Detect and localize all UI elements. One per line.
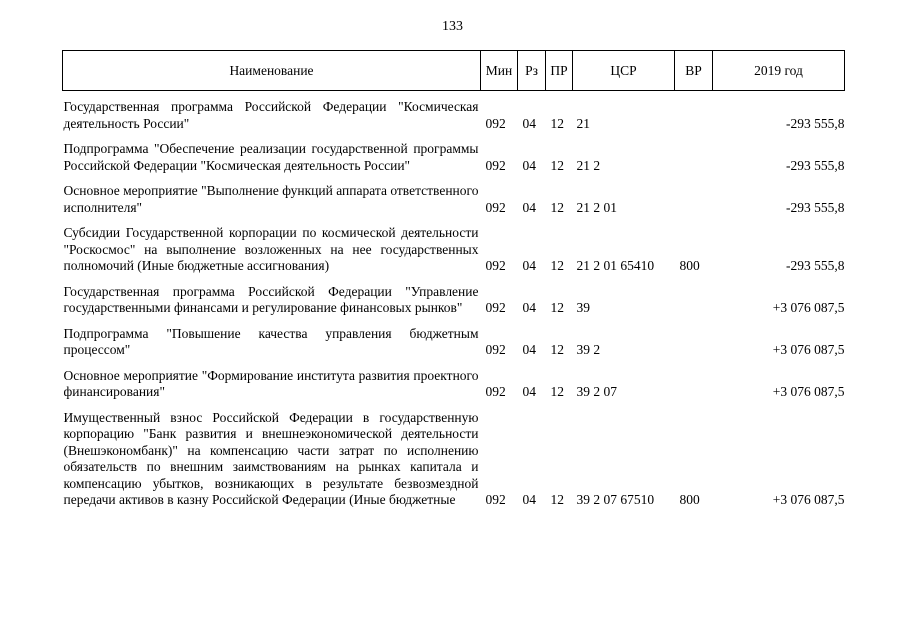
row-amount: -293 555,8 xyxy=(786,258,845,273)
row-min: 092 xyxy=(485,492,506,507)
row-rz: 04 xyxy=(522,492,536,507)
budget-table xyxy=(62,50,845,509)
row-min: 092 xyxy=(485,384,506,399)
table-header xyxy=(63,51,845,91)
row-pr: 12 xyxy=(550,157,564,173)
row-rz: 04 xyxy=(522,258,536,273)
row-vr xyxy=(675,178,713,220)
row-rz: 04 xyxy=(522,199,536,215)
table-row xyxy=(63,220,845,279)
row-min: 092 xyxy=(485,199,506,215)
row-vr xyxy=(675,321,713,363)
header-year: 2019 год xyxy=(713,51,845,91)
row-vr xyxy=(675,363,713,405)
row-csr: 39 2 07 xyxy=(576,384,617,399)
row-vr xyxy=(675,279,713,321)
row-vr xyxy=(675,91,713,137)
row-name: Подпрограмма "Обеспечение реализации государственной программы Российской Федерации "Космическая деятельность России" xyxy=(63,141,479,173)
header-csr: ЦСР xyxy=(573,51,675,91)
row-name: Государственная программа Российской Федерации "Космическая деятельность России" xyxy=(63,99,479,131)
row-pr: 12 xyxy=(550,199,564,215)
row-min: 092 xyxy=(485,157,506,173)
row-name: Подпрограмма "Повышение качества управления бюджетным процессом" xyxy=(63,325,479,357)
table-row xyxy=(63,279,845,321)
row-vr: 800 xyxy=(679,492,700,507)
row-rz: 04 xyxy=(522,384,536,399)
row-csr: 21 2 01 xyxy=(576,199,617,215)
row-pr: 12 xyxy=(550,342,564,357)
row-min: 092 xyxy=(485,300,506,315)
table-row xyxy=(63,178,845,220)
row-pr: 12 xyxy=(550,258,564,273)
row-name: Основное мероприятие "Формирование института развития проектного финансирования" xyxy=(63,367,479,399)
table-row xyxy=(63,363,845,405)
table-row xyxy=(63,405,845,509)
row-rz: 04 xyxy=(522,157,536,173)
row-amount: +3 076 087,5 xyxy=(772,342,845,357)
table-row xyxy=(63,91,845,137)
row-pr: 12 xyxy=(550,115,564,131)
row-rz: 04 xyxy=(522,115,536,131)
row-min: 092 xyxy=(485,258,506,273)
table-body xyxy=(63,91,845,509)
row-csr: 39 2 07 67510 xyxy=(576,492,655,507)
row-min: 092 xyxy=(485,115,506,131)
row-name: Имущественный взнос Российской Федерации в государственную корпорацию "Банк развития и внешнеэкономической деятельности (Внешэкономбанк)" на компенсацию части затрат по исполнению обязательств по внешним заимствованиям на рынках капитала и компенсацию убытков, возникающих в результате безвозмездной передачи активов в казну Российской Федерации (Иные бюджетные xyxy=(63,409,479,507)
row-csr: 21 xyxy=(576,115,590,131)
header-row xyxy=(63,51,845,91)
row-name: Основное мероприятие "Выполнение функций аппарата ответственного исполнителя" xyxy=(63,183,479,215)
row-amount: +3 076 087,5 xyxy=(772,492,845,507)
row-amount: +3 076 087,5 xyxy=(772,300,845,315)
header-pr: ПР xyxy=(546,51,573,91)
row-pr: 12 xyxy=(550,492,564,507)
header-rz: Рз xyxy=(518,51,546,91)
row-name: Государственная программа Российской Федерации "Управление государственными финансами и регулирование финансовых рынков" xyxy=(63,283,479,315)
row-vr: 800 xyxy=(679,258,700,273)
header-name: Наименование xyxy=(63,51,481,91)
row-min: 092 xyxy=(485,342,506,357)
row-csr: 21 2 xyxy=(576,157,601,173)
row-amount: -293 555,8 xyxy=(786,199,845,215)
row-amount: -293 555,8 xyxy=(786,157,845,173)
header-vr: ВР xyxy=(675,51,713,91)
row-csr: 21 2 01 65410 xyxy=(576,258,655,273)
header-min: Мин xyxy=(481,51,518,91)
row-pr: 12 xyxy=(550,384,564,399)
row-pr: 12 xyxy=(550,300,564,315)
table-row xyxy=(63,136,845,178)
row-rz: 04 xyxy=(522,342,536,357)
page-number: 133 xyxy=(442,19,463,34)
row-amount: +3 076 087,5 xyxy=(772,384,845,399)
row-rz: 04 xyxy=(522,300,536,315)
row-csr: 39 2 xyxy=(576,342,601,357)
row-vr xyxy=(675,136,713,178)
row-csr: 39 xyxy=(576,300,590,315)
table-row xyxy=(63,321,845,363)
row-amount: -293 555,8 xyxy=(786,115,845,131)
row-name: Субсидии Государственной корпорации по космической деятельности "Роскосмос" на выполнение возложенных на нее государственных полномочий (Иные бюджетные ассигнования) xyxy=(63,225,479,273)
